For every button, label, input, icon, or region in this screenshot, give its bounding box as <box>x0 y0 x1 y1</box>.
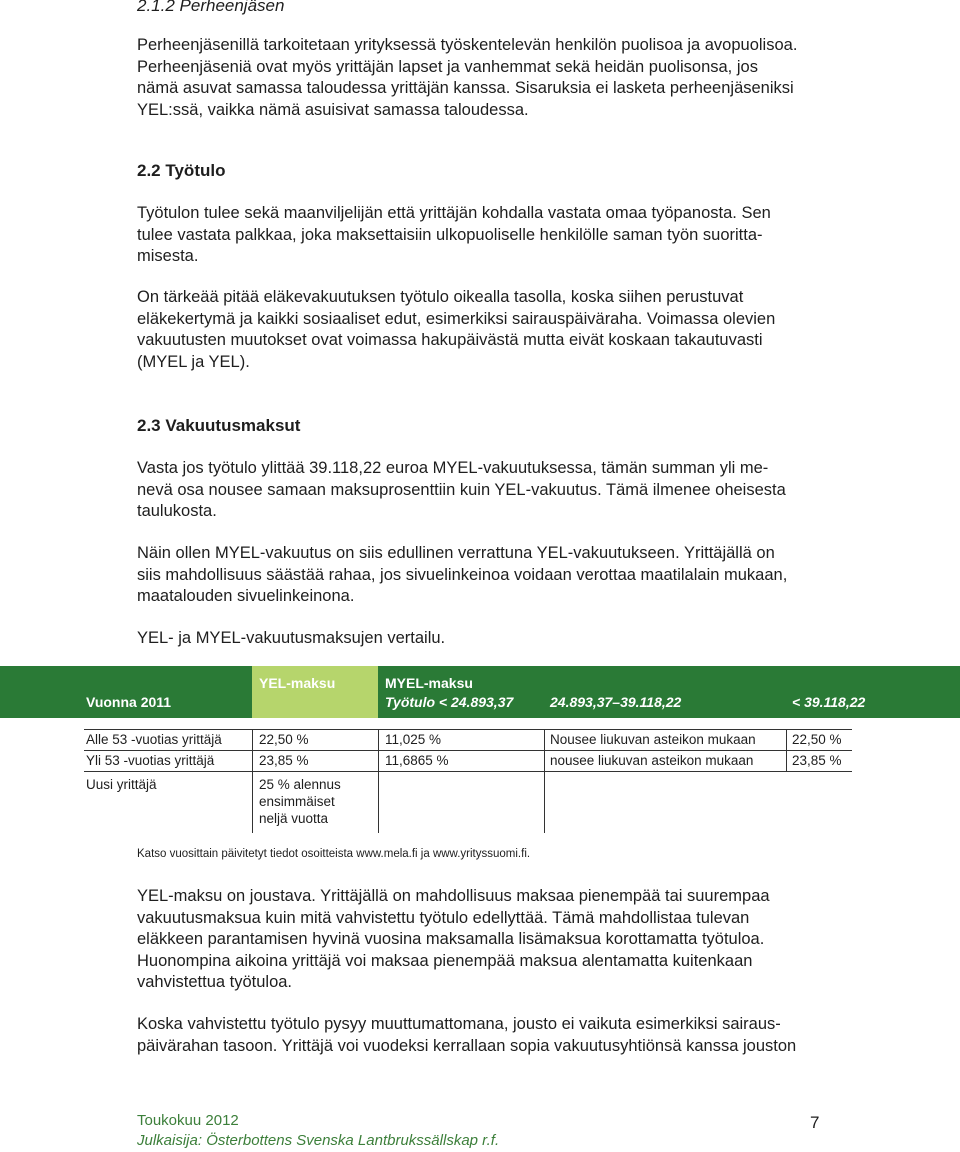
page-number: 7 <box>810 1113 820 1132</box>
text-line: YEL:ssä, vaikka nämä asuisivat samassa taloudessa. <box>137 100 529 119</box>
table-cell-range: Nousee liukuvan asteikon mukaan <box>550 732 756 747</box>
text-line: Työtulon tulee sekä maanviljelijän että yrittäjän kohdalla vastata omaa työpanosta. Sen <box>137 204 771 222</box>
text-line: Perheenjäseniä ovat myös yrittäjän lapset ja vanhemmat sekä heidän puolisonsa, jos <box>137 57 758 76</box>
table-cell-label: Uusi yrittäjä <box>86 777 157 792</box>
text-line: nämä asuvat samassa taloudessa yrittäjän kanssa. Sisaruksia ei lasketa perheenjäseniksi <box>137 79 794 97</box>
text-line: Vasta jos työtulo ylittää 39.118,22 euroa MYEL-vakuutuksessa, tämän summan yli me- <box>137 459 769 477</box>
text-line: Näin ollen MYEL-vakuutus on siis edullinen verrattuna YEL-vakuutukseen. Yrittäjällä on <box>137 544 775 562</box>
table-cell-over: 23,85 % <box>792 753 842 768</box>
table-cell-yel: 23,85 % <box>259 753 309 768</box>
table-rule <box>84 750 852 751</box>
text-line: vahvistettua työtuloa. <box>137 973 293 991</box>
table-cell-yel-note <box>259 776 341 827</box>
paragraph-tyotulo-2 <box>137 287 825 373</box>
paragraph-vakuutusmaksut-1 <box>137 458 825 523</box>
table-footnote: Katso vuosittain päivitetyt tiedot osoitteista www.mela.fi ja www.yrityssuomi.fi. <box>137 848 531 860</box>
paragraph-joustava-2 <box>137 1014 825 1057</box>
text-line: eläkkeen parantamisen hyvinä vuosina maksamalla lisämaksua korottamatta työtuloa. <box>137 930 765 948</box>
table-header-range: 24.893,37–39.118,22 <box>550 694 682 710</box>
footer-date: Toukokuu 2012 <box>137 1112 239 1129</box>
text-line: nevä osa nousee samaan maksuprosenttiin kuin YEL-vakuutus. Tämä ilmenee oheisesta <box>137 480 786 499</box>
text-line: vakuutusten muutokset ovat voimassa hakupäivästä mutta eivät koskaan takautuvasti <box>137 331 763 349</box>
text-line: Perheenjäsenillä tarkoitetaan yrityksessä työskentelevän henkilön puolisoa ja avopuolisoa. <box>137 36 798 54</box>
table-rule <box>84 771 852 772</box>
paragraph-joustava-1 <box>137 886 825 994</box>
table-col-rule <box>252 729 253 833</box>
table-header-over: < 39.118,22 <box>792 694 866 710</box>
table-cell-yel: 22,50 % <box>259 732 309 747</box>
table-rule <box>84 729 852 730</box>
text-line: eläkekertymä ja kaikki sosiaaliset edut, esimerkiksi sairauspäiväraha. Voimassa olevien <box>137 309 776 328</box>
table-header-yel: YEL-maksu <box>259 675 336 691</box>
text-line: YEL-maksu on joustava. Yrittäjällä on mahdollisuus maksaa pienempää tai suurempaa <box>137 887 770 905</box>
footer-publisher: Julkaisija: Österbottens Svenska Lantbrukssällskap r.f. <box>137 1132 500 1149</box>
text-line: maatalouden sivuelinkeinona. <box>137 587 355 605</box>
text-line: neljä vuotta <box>259 811 329 826</box>
text-line: ensimmäiset <box>259 794 335 809</box>
table-header-myel: MYEL-maksu <box>385 675 473 691</box>
text-line: päivärahan tasoon. Yrittäjä voi vuodeksi kerrallaan sopia vakuutusyhtiönsä kanssa jouston <box>137 1036 797 1055</box>
table-col-rule <box>544 729 545 833</box>
text-line: misesta. <box>137 247 199 265</box>
table-cell-label: Alle 53 -vuotias yrittäjä <box>86 732 222 747</box>
text-line: 25 % alennus <box>259 777 341 792</box>
table-cell-over: 22,50 % <box>792 732 842 747</box>
text-line: vakuutusmaksua kuin mitä vahvistettu työtulo edellyttää. Tämä mahdollistaa tulevan <box>137 908 750 927</box>
table-cell-label: Yli 53 -vuotias yrittäjä <box>86 753 215 768</box>
section-heading-tyotulo: 2.2 Työtulo <box>137 161 226 180</box>
paragraph-perheenjasen <box>137 35 825 121</box>
table-cell-myel: 11,025 % <box>385 732 442 747</box>
text-line: (MYEL ja YEL). <box>137 352 250 371</box>
text-line: Koska vahvistettu työtulo pysyy muuttumattomana, jousto ei vaikuta esimerkiksi sairaus- <box>137 1015 781 1033</box>
text-line: tulee vastata palkkaa, joka maksettaisiin ulkopuoliselle henkilölle saman työn suoritta- <box>137 225 763 244</box>
text-line: siis mahdollisuus säästää rahaa, jos sivuelinkeinoa voidaan verottaa maatilalain mukaan, <box>137 565 788 584</box>
table-header-year: Vuonna 2011 <box>86 694 172 710</box>
table-cell-myel: 11,6865 % <box>385 753 449 768</box>
paragraph-tyotulo-1 <box>137 203 825 268</box>
table-col-rule <box>378 729 379 833</box>
text-line: On tärkeää pitää eläkevakuutuksen työtulo oikealla tasolla, koska siihen perustuvat <box>137 288 744 306</box>
table-caption: YEL- ja MYEL-vakuutusmaksujen vertailu. <box>137 629 446 647</box>
text-line: taulukosta. <box>137 502 217 520</box>
section-heading-perheenjasen: 2.1.2 Perheenjäsen <box>137 0 285 15</box>
paragraph-vakuutusmaksut-2 <box>137 543 825 608</box>
section-heading-vakuutusmaksut: 2.3 Vakuutusmaksut <box>137 416 301 435</box>
text-line: Huonompina aikoina yrittäjä voi maksaa pienempää maksua alentamatta kuitenkaan <box>137 951 753 970</box>
table-cell-range: nousee liukuvan asteikon mukaan <box>550 753 754 768</box>
table-header-myel-threshold: Työtulo < 24.893,37 <box>385 694 514 710</box>
table-col-rule <box>786 729 787 771</box>
table-header-yel-cell <box>252 666 378 718</box>
